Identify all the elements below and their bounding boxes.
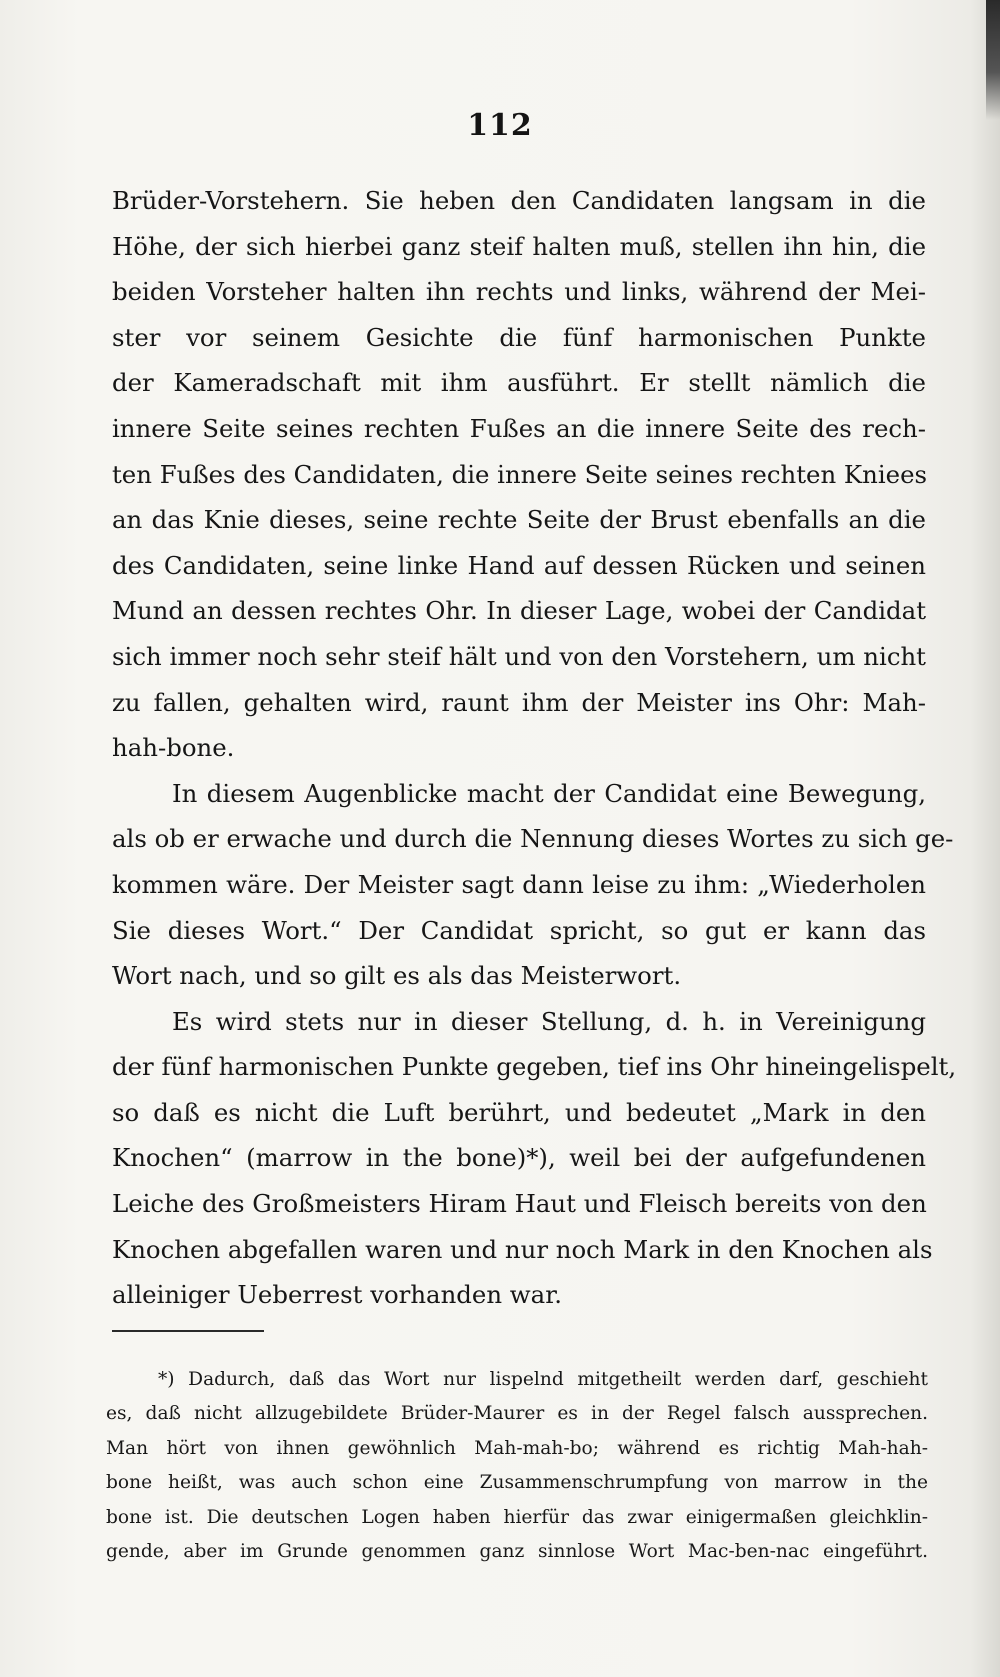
text-line: Knochen abgefallen waren und nur noch Mark in den Knochen als bbox=[112, 1234, 933, 1264]
text-line: beiden Vorsteher halten ihn rechts und links, während der Mei- bbox=[112, 277, 926, 307]
text-line: In diesem Augenblicke macht der Candidat eine Bewegung, bbox=[172, 778, 926, 808]
text-line: des Candidaten, seine linke Hand auf dessen Rücken und seinen bbox=[112, 550, 926, 580]
main-text bbox=[112, 178, 957, 1318]
footnote-line: bone ist. Die deutschen Logen haben hierfür das zwar einigermaßen gleichklin- bbox=[106, 1506, 928, 1528]
footnote-line: bone heißt, was auch schon eine Zusammenschrumpfung von marrow in the bbox=[106, 1472, 928, 1494]
text-line: ster vor seinem Gesichte die fünf harmonischen Punkte bbox=[112, 322, 926, 352]
text-line: Brüder-Vorstehern. Sie heben den Candidaten langsam in die bbox=[112, 186, 926, 215]
text-line: als ob er erwache und durch die Nennung dieses Wortes zu sich ge- bbox=[112, 824, 954, 854]
text-line: Mund an dessen rechtes Ohr. In dieser Lage, wobei der Candidat bbox=[112, 596, 926, 626]
text-line: Knochen“ (marrow in the bone)*), weil bei der aufgefundenen bbox=[112, 1143, 926, 1173]
text-line: ten Fußes des Candidaten, die innere Seite seines rechten Kniees bbox=[112, 459, 928, 489]
text-line: innere Seite seines rechten Fußes an die innere Seite des rech- bbox=[112, 413, 926, 443]
footnote-line: gende, aber im Grunde genommen ganz sinnlose Wort Mac-ben-nac eingeführt. bbox=[106, 1540, 928, 1562]
footnote bbox=[106, 1363, 928, 1569]
page-edge-shadow bbox=[986, 0, 1000, 120]
text-line: Leiche des Großmeisters Hiram Haut und Fleisch bereits von den bbox=[112, 1189, 927, 1219]
footnote-line: es, daß nicht allzugebildete Brüder-Maurer es in der Regel falsch aussprechen. bbox=[106, 1403, 928, 1425]
page-number: 112 bbox=[467, 108, 533, 143]
text-line: Es wird stets nur in dieser Stellung, d. h. in Vereinigung bbox=[172, 1006, 926, 1036]
text-line: Höhe, der sich hierbei ganz steif halten muß, stellen ihn hin, die bbox=[112, 231, 926, 261]
text-line: Wort nach, und so gilt es als das Meisterwort. bbox=[112, 961, 682, 991]
text-line: Sie dieses Wort.“ Der Candidat spricht, so gut er kann das bbox=[112, 915, 926, 945]
text-line: kommen wäre. Der Meister sagt dann leise zu ihm: „Wiederholen bbox=[112, 869, 926, 899]
text-line: der Kameradschaft mit ihm ausführt. Er stellt nämlich die bbox=[112, 368, 926, 398]
text-line: sich immer noch sehr steif hält und von den Vorstehern, um nicht bbox=[112, 641, 926, 671]
footnote-line: Man hört von ihnen gewöhnlich Mah-mah-bo; während es richtig Mah-hah- bbox=[106, 1437, 928, 1459]
text-line: alleiniger Ueberrest vorhanden war. bbox=[112, 1280, 562, 1310]
text-line: zu fallen, gehalten wird, raunt ihm der Meister ins Ohr: Mah- bbox=[112, 687, 926, 717]
text-line: hah-bone. bbox=[112, 733, 235, 763]
footnote-separator bbox=[112, 1330, 264, 1332]
text-line: so daß es nicht die Luft berührt, und bedeutet „Mark in den bbox=[112, 1097, 926, 1127]
footnote-line: *) Dadurch, daß das Wort nur lispelnd mitgetheilt werden darf, geschieht bbox=[158, 1369, 928, 1390]
text-line: an das Knie dieses, seine rechte Seite der Brust ebenfalls an die bbox=[112, 505, 926, 535]
text-line: der fünf harmonischen Punkte gegeben, tief ins Ohr hineingelispelt, bbox=[112, 1052, 957, 1082]
